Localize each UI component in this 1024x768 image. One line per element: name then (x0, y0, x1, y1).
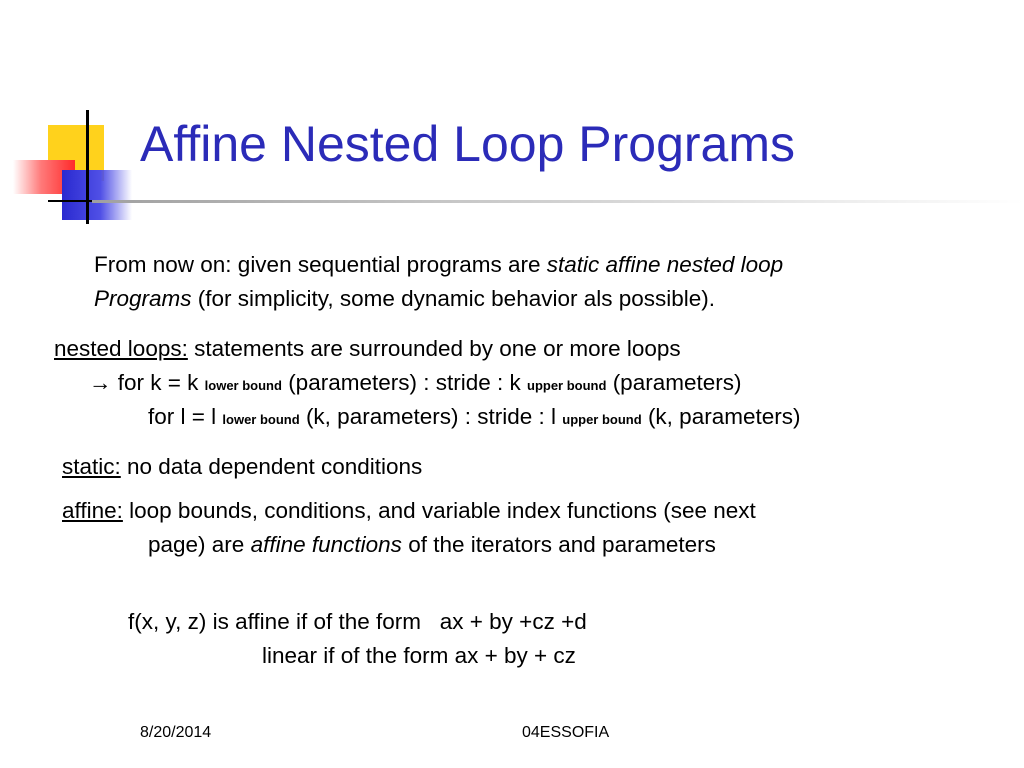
nested-loops-line (54, 338, 681, 361)
nested-loops-label: nested loops: (54, 336, 188, 361)
loop-l-line (148, 406, 800, 429)
intro-suffix: (for simplicity, some dynamic behavior als possible). (191, 286, 716, 311)
title-underline-rule (92, 200, 1024, 203)
static-label: static: (62, 454, 121, 479)
loop-l-c: (k, parameters) (641, 404, 801, 429)
affine-text-1: loop bounds, conditions, and variable index functions (see next (122, 498, 756, 523)
affine-label: affine: (62, 498, 123, 523)
loop-k-c: (parameters) (606, 370, 742, 395)
loop-k-line (89, 372, 741, 395)
affine-text-2b: of the iterators and parameters (401, 532, 716, 557)
formula-line-2: linear if of the form ax + by + cz (262, 643, 576, 668)
static-line (62, 456, 422, 479)
loop-l-a: for l = l (148, 404, 223, 429)
loop-k-a: → for k = k (89, 370, 205, 395)
loop-k-lower-bound: lower bound (204, 378, 282, 393)
formula-line-1: f(x, y, z) is affine if of the form ax + by +cz +d (128, 609, 587, 634)
affine-line-1 (62, 500, 756, 523)
affine-text-2a: page) are (148, 532, 251, 557)
logo-vertical-line (86, 110, 89, 224)
intro-line-1 (94, 254, 783, 277)
intro-italic-1: static affine nested loop (546, 252, 784, 277)
loop-l-b: (k, parameters) : stride : l (299, 404, 563, 429)
nested-loops-text: statements are surrounded by one or more loops (187, 336, 681, 361)
intro-italic-2: Programs (94, 286, 192, 311)
affine-line-2 (148, 534, 716, 557)
logo-blue-square (62, 170, 132, 220)
footer-center-text: 04ESSOFIA (522, 724, 610, 741)
affine-italic: affine functions (250, 532, 402, 557)
slide-title: Affine Nested Loop Programs (140, 116, 796, 172)
loop-k-b: (parameters) : stride : k (281, 370, 527, 395)
loop-k-upper-bound: upper bound (527, 378, 607, 393)
intro-line-2 (94, 288, 715, 311)
intro-prefix: From now on: given sequential programs are (94, 252, 547, 277)
loop-l-upper-bound: upper bound (562, 412, 642, 427)
footer-date: 8/20/2014 (140, 724, 212, 741)
loop-l-lower-bound: lower bound (222, 412, 300, 427)
static-text: no data dependent conditions (120, 454, 423, 479)
